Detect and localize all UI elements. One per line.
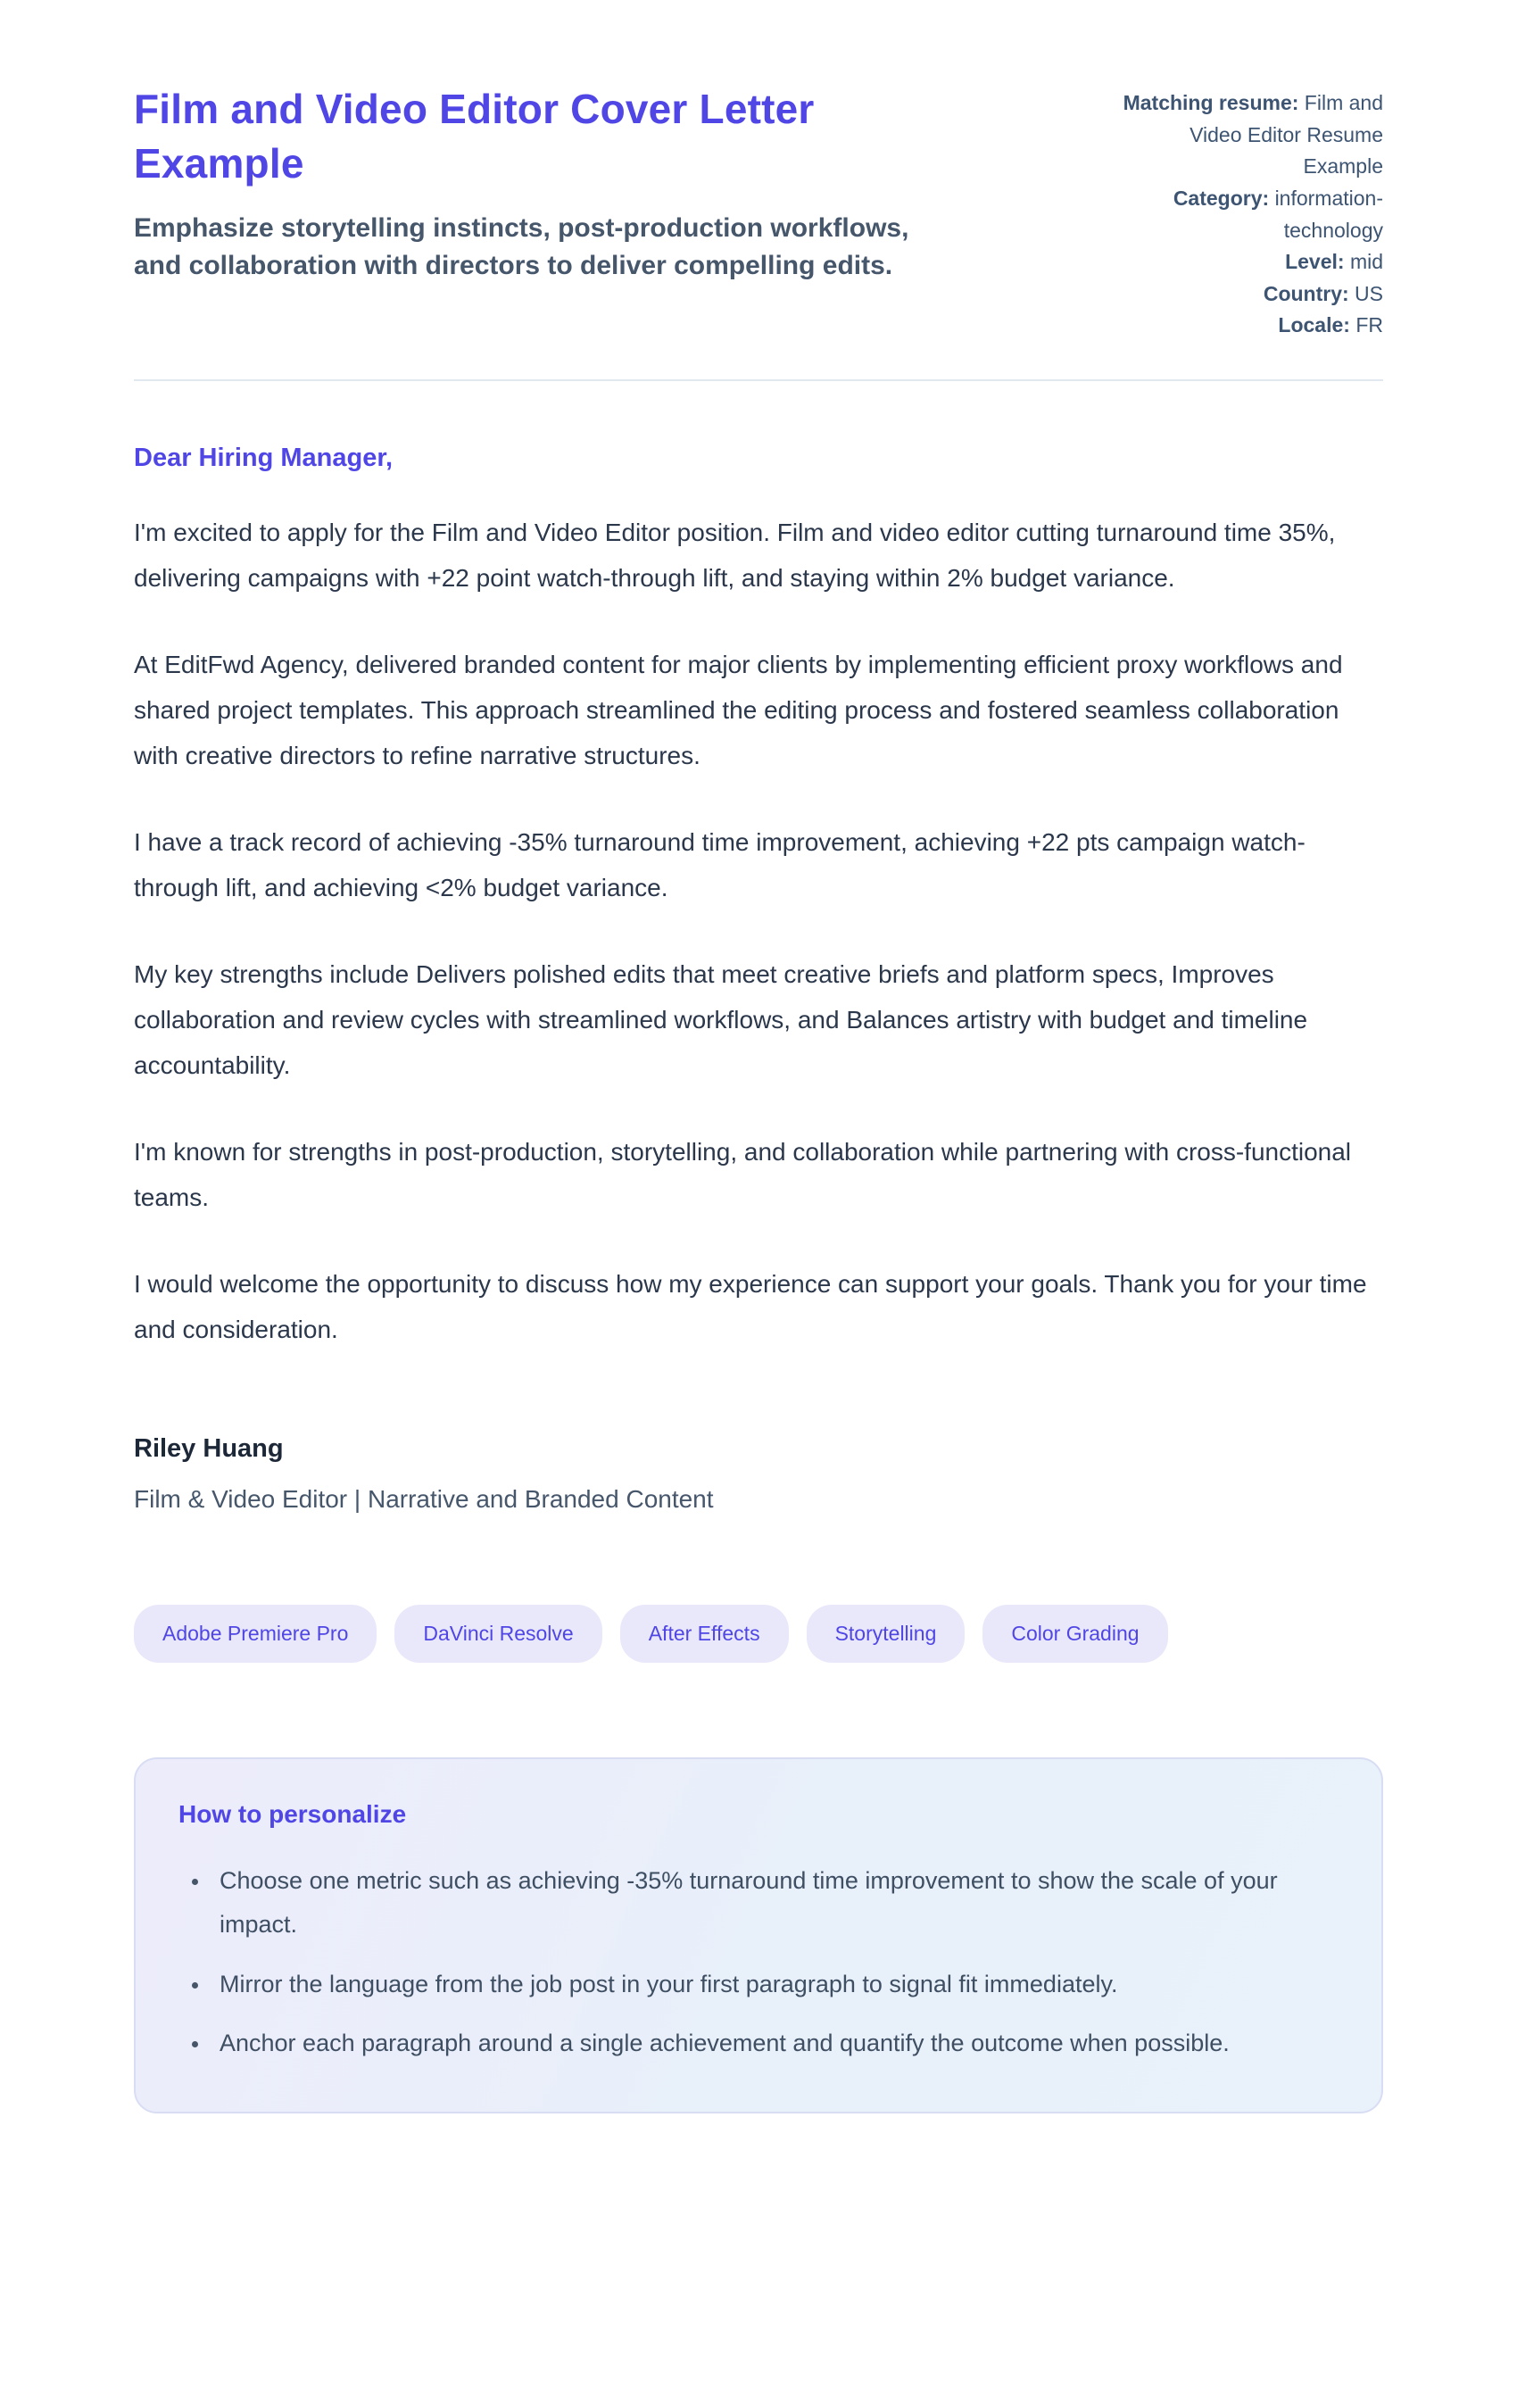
- page-title: Film and Video Editor Cover Letter Example: [134, 86, 815, 187]
- cover-letter-body: [134, 381, 1383, 1514]
- skill-tag-after-effects: After Effects: [620, 1605, 789, 1663]
- how-to-personalize-box: [134, 1757, 1383, 2113]
- page-header: [134, 82, 1383, 342]
- skill-tag-adobe-premiere-pro: Adobe Premiere Pro: [134, 1605, 377, 1663]
- page-subtitle: Emphasize storytelling instincts, post-production workflows, and collaboration with directors to deliver compelling edits.: [134, 213, 909, 281]
- meta-value-matching-resume: Film and Video Editor Resume Example: [1190, 91, 1383, 179]
- signature-block: [134, 1434, 1383, 1514]
- signature-name: Riley Huang: [134, 1434, 284, 1464]
- skill-tag-davinci-resolve: DaVinci Resolve: [394, 1605, 601, 1663]
- letter-paragraph-2: At EditFwd Agency, delivered branded content for major clients by implementing efficient proxy workflows and shared project templates. This approach streamlined the editing process and fostered seamless collaboration with creative directors to refine narrative structures.: [134, 651, 1343, 769]
- meta-value-locale: FR: [1355, 313, 1383, 337]
- meta-label-locale: Locale:: [1278, 313, 1356, 337]
- meta-value-category: information-technology: [1274, 186, 1383, 242]
- meta-label-country: Country:: [1263, 281, 1355, 305]
- meta-label-level: Level:: [1285, 250, 1350, 274]
- letter-paragraph-5: I'm known for strengths in post-production, storytelling, and collaboration while partnering with cross-functional teams.: [134, 1137, 1352, 1211]
- meta-value-level: mid: [1349, 250, 1383, 274]
- tip-box-heading: How to personalize: [178, 1800, 407, 1829]
- meta-label-category: Category:: [1173, 186, 1275, 210]
- skill-tags: [134, 1605, 1383, 1663]
- skill-tag-color-grading: Color Grading: [982, 1605, 1167, 1663]
- header-title-block: [134, 82, 964, 285]
- tip-item-2: • Mirror the language from the job post in your first paragraph to signal fit immediately.: [211, 1963, 1335, 2006]
- tip-item-1: • Choose one metric such as achieving -35% turnaround time improvement to show the scale of your impact.: [211, 1859, 1335, 1946]
- letter-paragraph-6: I would welcome the opportunity to discuss how my experience can support your goals. Thank you for your time and consideration.: [134, 1269, 1367, 1343]
- letter-paragraph-3: I have a track record of achieving -35% turnaround time improvement, achieving +22 pts campaign watch-through lift, and achieving <2% budget variance.: [134, 827, 1306, 901]
- meta-value-country: US: [1355, 281, 1383, 305]
- tip-item-3: • Anchor each paragraph around a single achievement and quantify the outcome when possible.: [211, 2022, 1335, 2065]
- meta-label-matching-resume: Matching resume:: [1123, 91, 1305, 114]
- letter-paragraph-1: I'm excited to apply for the Film and Video Editor position. Film and video editor cutting turnaround time 35%, delivering campaigns with +22 point watch-through lift, and staying within 2% budget variance.: [134, 519, 1336, 593]
- resume-meta-block: [1107, 82, 1383, 342]
- salutation: Dear Hiring Manager,: [134, 444, 394, 473]
- tip-list: [178, 1859, 1335, 2064]
- signature-role: Film & Video Editor | Narrative and Branded Content: [134, 1485, 714, 1514]
- letter-paragraph-4: My key strengths include Delivers polished edits that meet creative briefs and platform specs, Improves collaboration and review cycles with streamlined workflows, and Balances artistry with budget and timeline accountability.: [134, 959, 1308, 1079]
- skill-tag-storytelling: Storytelling: [807, 1605, 966, 1663]
